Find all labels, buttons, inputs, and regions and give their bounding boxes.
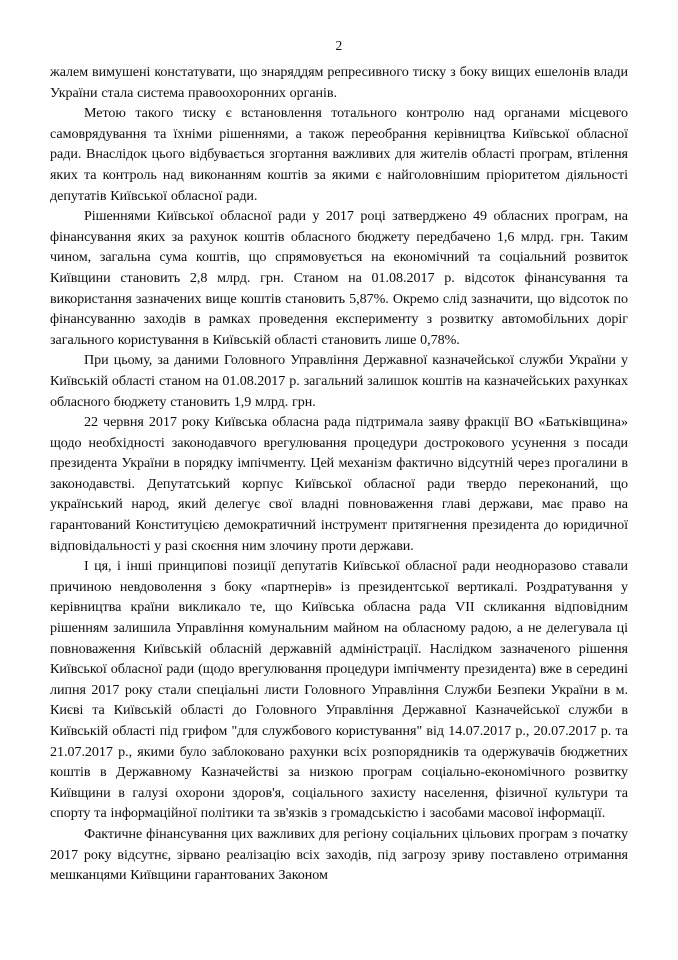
paragraph: жалем вимушені констатувати, що знаряддям репресивного тиску з боку вищих ешелонів влади України стала система правоохоронних органів. [50,64,628,101]
page-number: 2 [335,38,343,53]
paragraph: Фактичне фінансування цих важливих для регіону соціальних цільових програм з початку 2017 року відсутнє, зірвано реалізацію всіх заходів, під загрозу зриву поставлено отримання мешканцями Київщини гарантованих Законом [50,825,628,884]
document-body [50,62,628,886]
paragraph: І ця, і інші принципові позиції депутатів Київської обласної ради неодноразово ставали причиною невдоволення з боку «партнерів» із президентської вертикалі. Роздратування у керівництва країни викликало те, що Київська обласна рада VII скликання відповідним рішенням залишила Управління комунальним майном на обласному радою, а не делегувала ці повноваження Київській обласній державній адміністрації. Наслідком зазначеного рішення Київської обласної ради (щодо врегулювання процедури імпічменту президента) вже в середині липня 2017 року стали спеціальні листи Головного Управління Служби Безпеки України в м. Києві та Київській області до Головного Управління Державної Казначейської служби в Київській області під грифом "для службового користування" від 14.07.2017 р., 20.07.2017 р. та 21.07.2017 р., якими було заблоковано рахунки всіх розпорядників та одержувачів бюджетних коштів в Державному Казначействі за низкою програм соціально-економічного розвитку Київщини в галузі охорони здоров'я, соціального захисту населення, фізичної культури та спорту та інформаційної політики та зв'язків з громадськістю і засобами масової інформації. [50,558,628,822]
paragraph: 22 червня 2017 року Київська обласна рада підтримала заяву фракції ВО «Батьківщина» щодо необхідності законодавчого врегулювання процедури дострокового усунення з посади президента України в порядку імпічменту. Цей механізм фактично відсутній через прогалини в законодавстві. Депутатський корпус Київської обласної ради твердо переконаний, що український народ, який делегує свої владні повноваження главі держави, має право на гарантований Конституцією демократичний інструмент притягнення президента до юридичної відповідальності у разі скоєння ним злочину проти держави. [50,414,628,554]
paragraph: Рішеннями Київської обласної ради у 2017 році затверджено 49 обласних програм, на фінансування яких за рахунок коштів обласного бюджету передбачено 1,6 млрд. грн. Таким чином, загальна сума коштів, що спрямовується на економічний та соціальний розвиток Київщини становить 2,8 млрд. грн. Станом на 01.08.2017 р. відсоток фінансування та використання зазначених вище коштів становить 5,87%. Окремо слід зазначити, що відсоток по фінансуванню заходів в рамках проведення експерименту з розвитку автомобільних доріг загального користування в Київській області становить лише 0,78%. [50,208,628,348]
paragraph: Метою такого тиску є встановлення тотального контролю над органами місцевого самоврядування та їхніми рішеннями, а також переобрання керівництва Київської обласної ради. Внаслідок цього відбувається згортання важливих для жителів області програм, втілення яких та контроль над виконанням коштів за якими є найголовнішим пріоритетом діяльності депутатів Київської обласної ради. [50,105,628,204]
paragraph: При цьому, за даними Головного Управління Державної казначейської служби України у Київській області станом на 01.08.2017 р. загальний залишок коштів на казначейських рахунках обласного бюджету становить 1,9 млрд. грн. [50,352,628,410]
